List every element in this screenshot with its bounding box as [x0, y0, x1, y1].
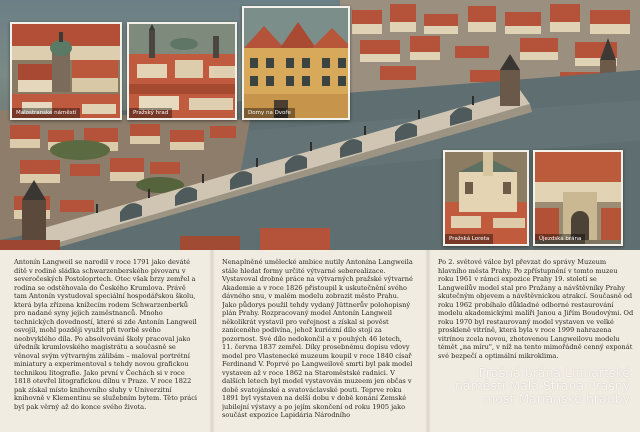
watermark-line: Prašná brána Linhartské	[478, 366, 630, 380]
photo-square-illustration	[12, 24, 122, 120]
page-fold-divider	[425, 250, 431, 432]
photo-prazska-loreta	[443, 150, 529, 246]
photo-gate-illustration	[535, 152, 623, 246]
photo-ujezdska-brana	[533, 150, 623, 246]
photo-loreta-illustration	[445, 152, 529, 246]
text-column-1: Antonín Langweil se narodil v roce 1791 jako deváté dítě v rodině sládka schwarzenberského pivovaru v severočeských Postoloprtech. Otec však brzy zemřel a rodina se odstěhovala do Českého Krumlova. Právě tam Antonín vystudoval speciální hospodářskou školu, která byla zřízena knížecím rodem Schwarzenberků pro nadané syny jejich zaměstnanců. Mnoho technických dovedností, které si zde Antonín Langweil osvojil, mohl později využít při tvorbě svého neobvyklého díla. Po absolvování školy pracoval jako úředník krumlovského magistrátu a současně se věnoval svým výtvarným zálibám – maloval portrétní miniatury a experimentoval s tehdy novou grafickou technikou litografie. Jako první v Čechách si v roce 1818 otevřel litografickou dílnu v Praze. V roce 1822 pak získal místo knihovního sluhy v Univerzitní knihovně v Klementinu se služebním bytem. Těto práci byl pak věrný až do konce svého života.	[14, 258, 198, 411]
photo-caption: Malostranské náměstí	[12, 108, 80, 118]
page-fold-divider	[209, 250, 215, 432]
text-column-2: Nenaplněné umělecké ambice nutily Antonína Langweila stále hledat formy určité výtvarné seberealizace. Vystavoval drobné práce na výtvarných pražské výtvarné Akademie a v roce 1826 přistoupil k uskutečnění svého dávného snu, v malém modelu zobrazit město Prahu. Jako půdorys použil tehdy vydaný Jüttnerův polohopisný plán Prahy. Rozpracovaný model Antonín Langweil několikrát vystavil pro veřejnost a získal si pověst zaníceného podivína, jehož kuriózní dílo stojí za pozornost. Své dílo nedokončil a v pouhých 46 letech, 11. června 1837 zemřel. Díky prosebnému dopisu vdovy model pro Vlastenecké muzeum koupil v roce 1840 císař Ferdinand V. Poprvé po Langweilově smrti byl pak model vystaven až v roce 1862 na Staroměstské radnici. V dalších letech byl model vystavován muzeem jen občas v době svatojánské a svatováclavské pouti. Teprve roku 1891 byl vystaven na delší dobu v době konání Zemské jubilejní výstavy a po jejím skončení od roku 1905 jako součást expozice Lapidária Národního	[222, 258, 413, 419]
watermark-text	[438, 366, 634, 432]
photo-prazsky-hrad	[127, 22, 237, 120]
watermark-line: náměstí Malá Strana Prašný	[455, 378, 630, 393]
photo-malostranske-namesti	[10, 22, 122, 120]
photo-houses-illustration	[244, 8, 350, 120]
photo-caption: Pražský hrad	[129, 108, 172, 118]
photo-caption: Pražská Loreta	[445, 234, 493, 244]
photo-caption: Újezdská brána	[535, 234, 585, 244]
photo-caption: Domy na Dvoře	[244, 108, 295, 118]
photo-castle-illustration	[129, 24, 237, 120]
text-column-3: Po 2. světové válce byl převzat do správy Muzeum hlavního města Prahy. Po zpřístupnění v tomto muzeu roku 1961 v rámci expozice Prahy 19. století se Langweilův model stal pro Pražany a návštěvníky Prahy skutečným objevem a návštěvnickou atrakcí. Současně od roku 1962 probíhalo důkladné odborné restaurování modelu akademickými malíři Janou a Jiřím Boudovými. Od roku 1970 byl restaurovaný model vystaven ve velké proskleně vitríně, která byla v roce 1999 nahrazena vitrínou zcela novou, zhotovenou Langweilovu modelu témět „na míru", v níž na tento mimořádně cenný exponát své bezpečí a optimální mikroklima.	[438, 258, 634, 360]
photo-domy-na-dvore	[242, 6, 350, 120]
watermark-line: most Mariánské hradby	[483, 391, 630, 406]
